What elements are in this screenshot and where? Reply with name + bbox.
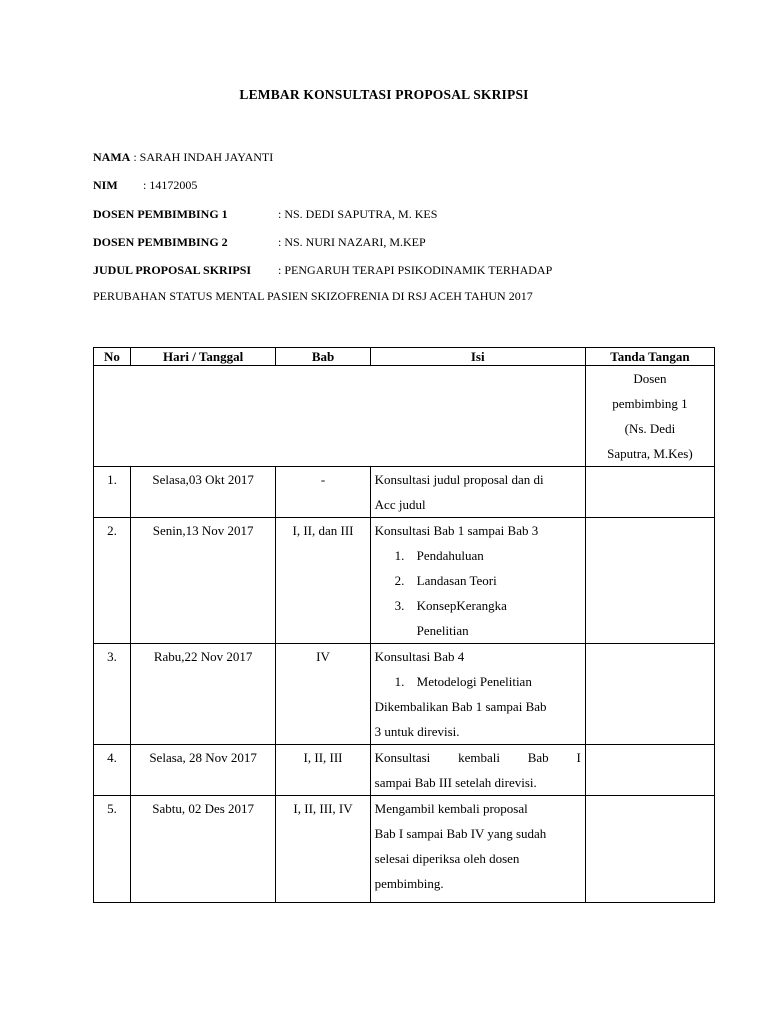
- dosen1-label-line: [93, 207, 228, 222]
- row-date: Selasa,03 Okt 2017: [130, 467, 276, 518]
- signature-caption-line: Saputra, M.Kes): [607, 446, 693, 461]
- signature-cell: [585, 644, 714, 745]
- nama-line: [93, 150, 273, 165]
- dosen2-colon: :: [278, 235, 282, 249]
- judul-value: PENGARUH TERAPI PSIKODINAMIK TERHADAP: [284, 263, 553, 277]
- table-header-row: [94, 348, 715, 366]
- isi-justified-line: [375, 745, 581, 770]
- signature-cell: [585, 796, 714, 903]
- row-isi: [370, 518, 585, 644]
- consultation-table: [93, 347, 715, 903]
- isi-line: Konsultasi Bab 1 sampai Bab 3: [374, 523, 539, 538]
- row-no: 2.: [94, 518, 131, 644]
- judul-colon: :: [278, 263, 282, 277]
- dosen2-value: NS. NURI NAZARI, M.KEP: [284, 235, 426, 249]
- judul-label-line: [93, 263, 251, 278]
- row-bab: I, II, dan III: [276, 518, 370, 644]
- table-row: [94, 745, 715, 796]
- row-bab: IV: [276, 644, 370, 745]
- table-subheader-row: [94, 366, 715, 467]
- dosen1-value-line: [278, 207, 437, 222]
- dosen2-label-line: [93, 235, 228, 250]
- isi-word: Bab: [527, 750, 549, 765]
- dosen1-value: NS. DEDI SAPUTRA, M. KES: [284, 207, 438, 221]
- row-no: 5.: [94, 796, 131, 903]
- dosen1-colon: :: [278, 207, 282, 221]
- list-item: [375, 543, 581, 568]
- row-no: 4.: [94, 745, 131, 796]
- row-no: 1.: [94, 467, 131, 518]
- nim-value: : 14172005: [143, 178, 198, 192]
- header-sign: Tanda Tangan: [585, 348, 714, 366]
- signature-caption-line: pembimbing 1: [612, 396, 688, 411]
- row-date: Senin,13 Nov 2017: [130, 518, 276, 644]
- table-row: [94, 644, 715, 745]
- list-item: [375, 568, 581, 593]
- list-item: [375, 669, 581, 694]
- isi-word: Konsultasi: [374, 750, 431, 765]
- signature-caption-line: Dosen: [633, 371, 667, 386]
- judul-continuation: PERUBAHAN STATUS MENTAL PASIEN SKIZOFRENIA DI RSJ ACEH TAHUN 2017: [93, 289, 533, 303]
- nim-label: NIM: [93, 178, 118, 192]
- dosen2-label: DOSEN PEMBIMBING 2: [93, 235, 228, 249]
- list-item-number: 3.: [394, 598, 405, 613]
- dosen1-label: DOSEN PEMBIMBING 1: [93, 207, 228, 221]
- isi-word: kembali: [458, 750, 500, 765]
- list-item-text: Pendahuluan: [416, 548, 484, 563]
- row-bab: -: [276, 467, 370, 518]
- list-item-continuation: Penelitian: [416, 623, 469, 638]
- header-bab: Bab: [276, 348, 370, 366]
- signature-cell: [585, 518, 714, 644]
- isi-line: Mengambil kembali proposal: [374, 801, 528, 816]
- header-isi: Isi: [370, 348, 585, 366]
- list-item-text: Landasan Teori: [416, 573, 497, 588]
- isi-word: I: [576, 750, 581, 765]
- row-isi: [370, 745, 585, 796]
- isi-line: Bab I sampai Bab IV yang sudah: [374, 826, 547, 841]
- signature-caption-line: (Ns. Dedi: [624, 421, 676, 436]
- isi-line: sampai Bab III setelah direvisi.: [374, 775, 537, 790]
- judul-value-line: [278, 263, 552, 278]
- isi-line: Dikembalikan Bab 1 sampai Bab: [374, 699, 547, 714]
- list-item-text: KonsepKerangka: [416, 598, 507, 613]
- table-row: [94, 467, 715, 518]
- isi-line: pembimbing.: [374, 876, 444, 891]
- subheader-empty: [94, 366, 586, 467]
- row-bab: I, II, III, IV: [276, 796, 370, 903]
- list-item: [375, 593, 581, 618]
- row-date: Sabtu, 02 Des 2017: [130, 796, 276, 903]
- row-isi: [370, 796, 585, 903]
- list-item-number: 2.: [394, 573, 405, 588]
- header-date: Hari / Tanggal: [130, 348, 276, 366]
- row-no: 3.: [94, 644, 131, 745]
- row-bab: I, II, III: [276, 745, 370, 796]
- signature-cell: [585, 745, 714, 796]
- signature-caption: [585, 366, 714, 467]
- signature-cell: [585, 467, 714, 518]
- row-date: Selasa, 28 Nov 2017: [130, 745, 276, 796]
- isi-line: Konsultasi Bab 4: [374, 649, 465, 664]
- judul-label: JUDUL PROPOSAL SKRIPSI: [93, 263, 252, 277]
- nim-line: [93, 178, 118, 193]
- header-no: No: [94, 348, 131, 366]
- dosen2-value-line: [278, 235, 426, 250]
- list-item-text: Metodelogi Penelitian: [416, 674, 532, 689]
- isi-line: selesai diperiksa oleh dosen: [374, 851, 520, 866]
- row-isi: [370, 467, 585, 518]
- row-isi: [370, 644, 585, 745]
- list-item-number: 1.: [394, 674, 405, 689]
- isi-line: 3 untuk direvisi.: [374, 724, 460, 739]
- table-row: [94, 518, 715, 644]
- nama-value: : SARAH INDAH JAYANTI: [133, 150, 274, 164]
- document-title: LEMBAR KONSULTASI PROPOSAL SKRIPSI: [239, 87, 529, 102]
- row-date: Rabu,22 Nov 2017: [130, 644, 276, 745]
- isi-line: Acc judul: [374, 497, 426, 512]
- table-row: [94, 796, 715, 903]
- list-item-number: 1.: [394, 548, 405, 563]
- isi-line: Konsultasi judul proposal dan di: [374, 472, 544, 487]
- nama-label: NAMA: [93, 150, 131, 164]
